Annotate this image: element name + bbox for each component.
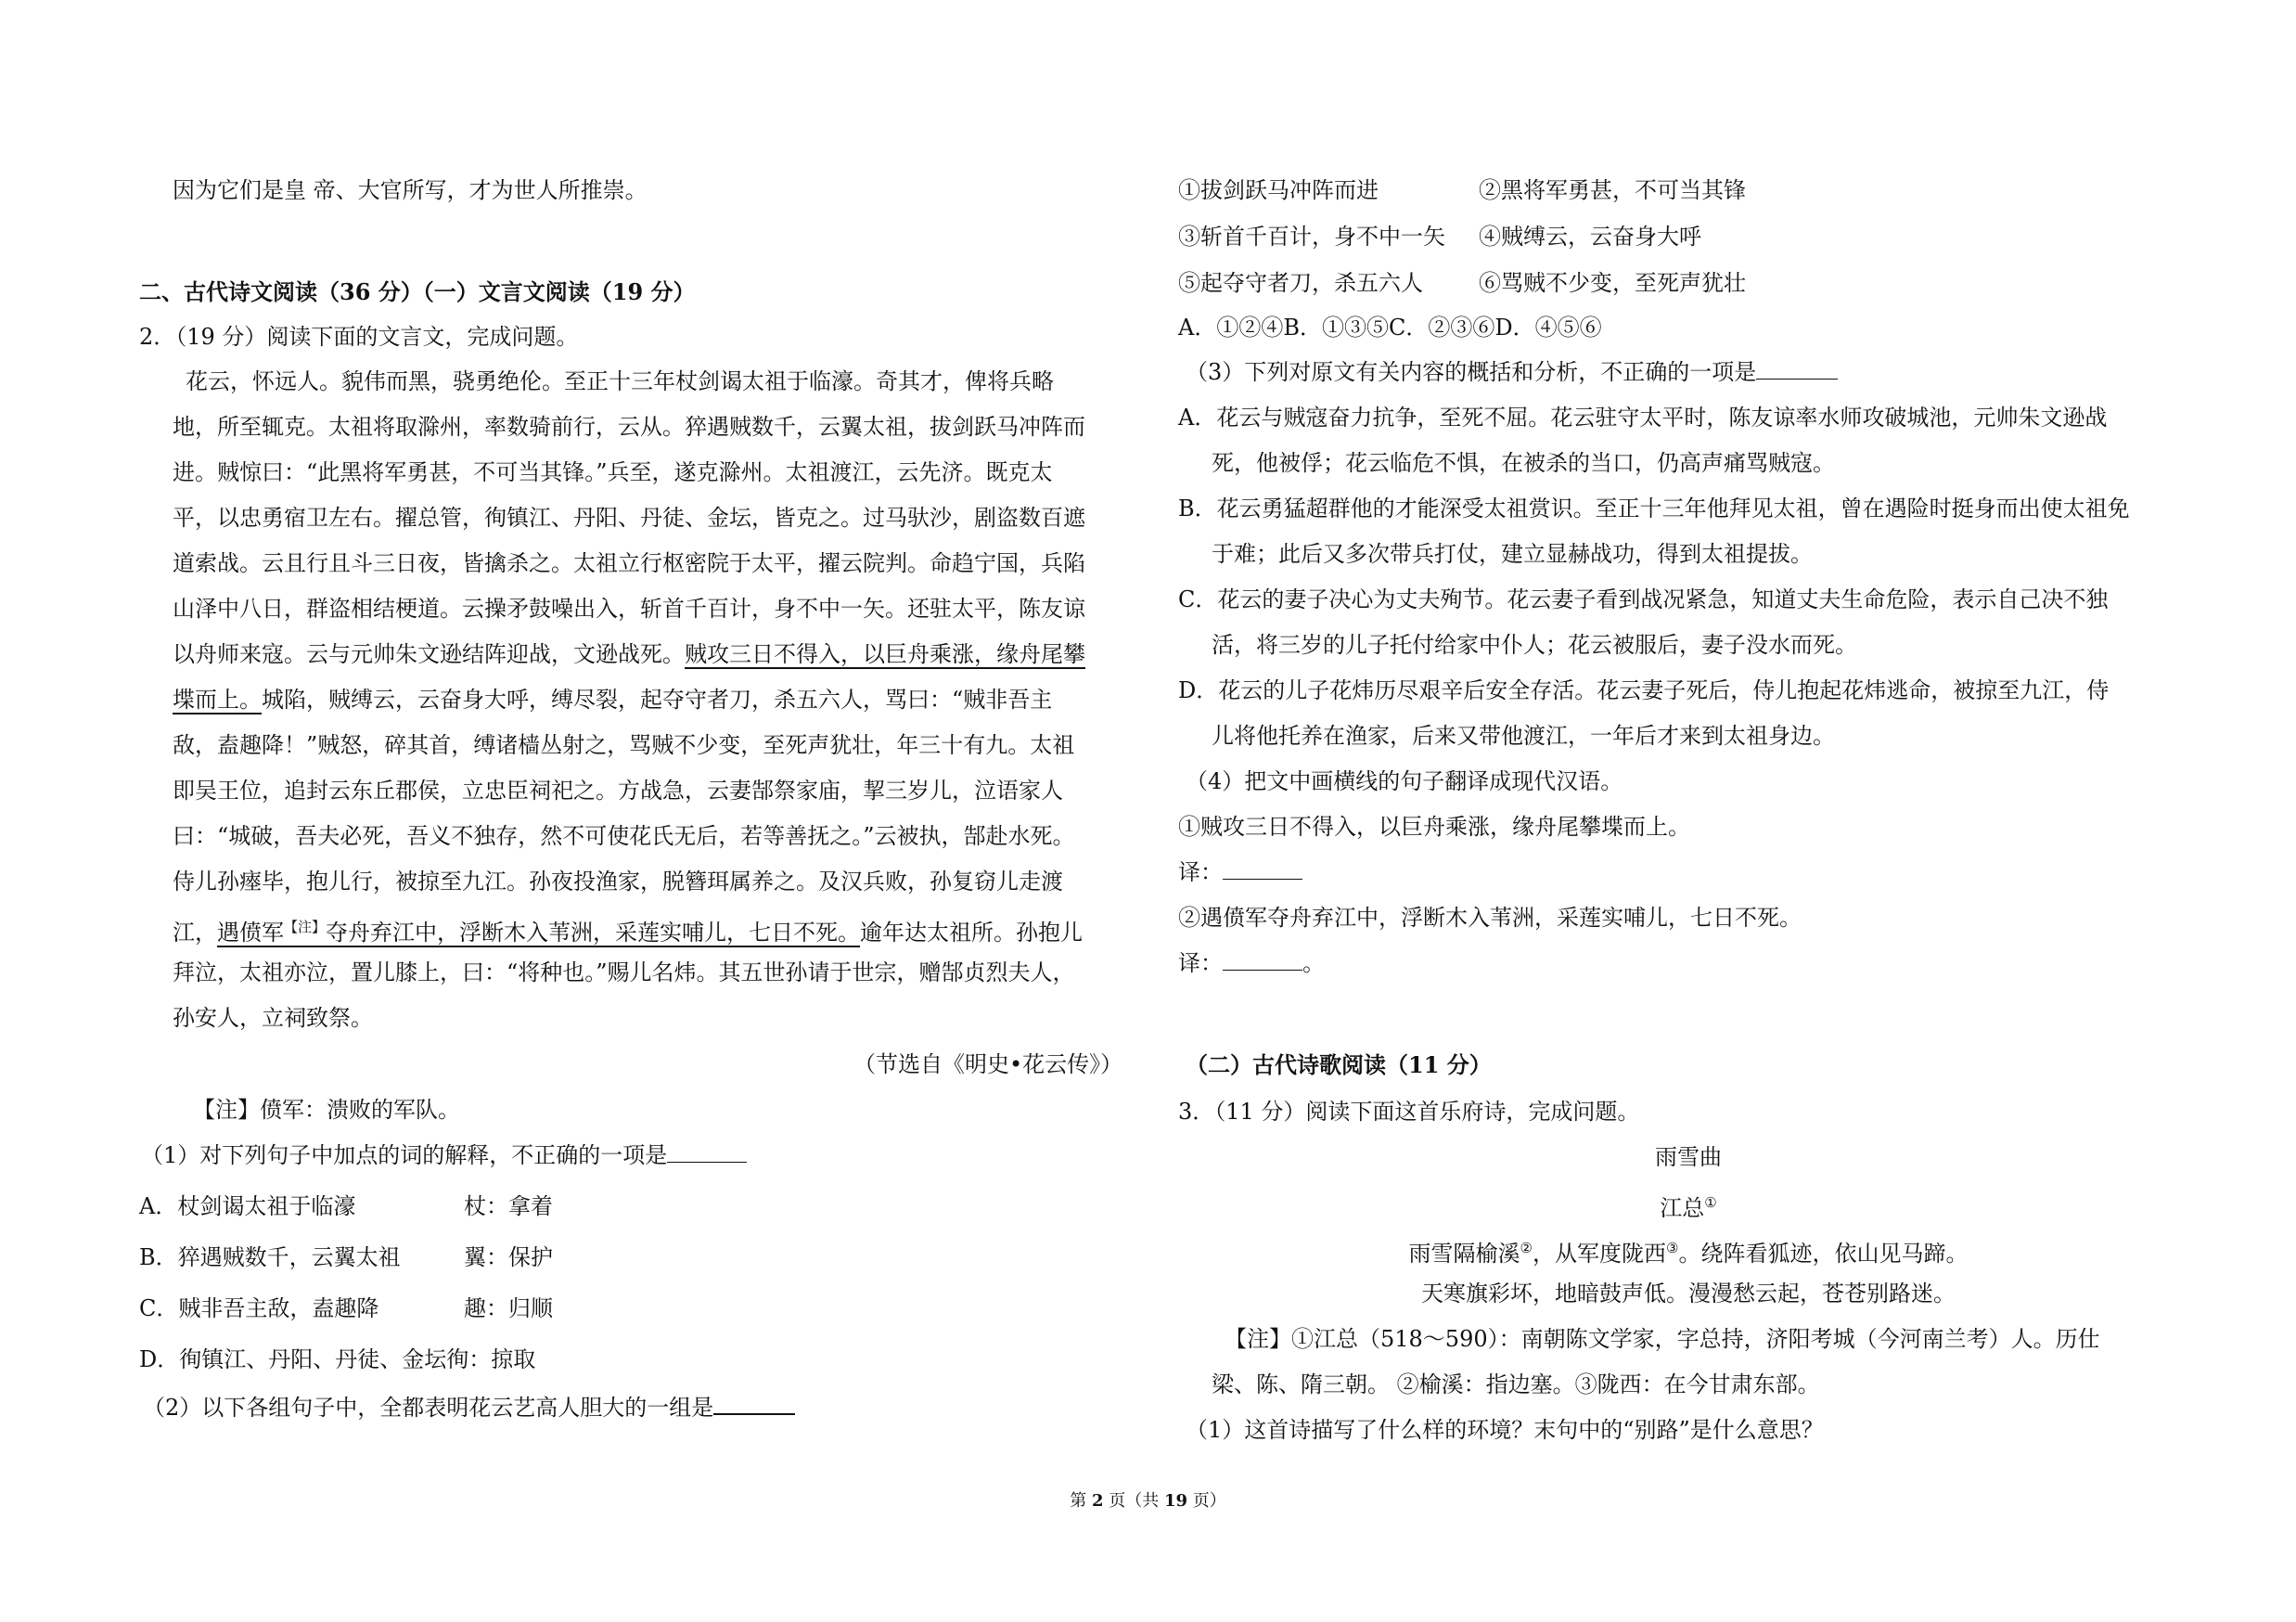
page-total: 19 [1163, 1491, 1188, 1511]
poem-title-text: 雨雪曲 [1655, 1144, 1722, 1170]
note-marker: ② [1520, 1240, 1533, 1256]
passage-line: 进。贼惊曰：“此黑将军勇甚，不可当其锋。”兵至，遂克滁州。太祖渡江，云先济。既克太 [173, 459, 1053, 485]
section-2-title: 二、古代诗文阅读（36 分）（一）文言文阅读（19 分） [139, 278, 696, 305]
q2-sub2-text: （2）以下各组句子中，全都表明花云艺高人胆大的一组是 [143, 1395, 714, 1421]
translate-sentence-2: ②遇偾军夺舟弃江中，浮断木入苇洲，采莲实哺儿，七日不死。 [1178, 905, 1802, 931]
passage-source: （节选自《明史•花云传》） [853, 1051, 1123, 1077]
note-marker: ③ [1666, 1240, 1679, 1256]
q2-sub4-stem: （4）把文中画横线的句子翻译成现代汉语。 [1186, 768, 1623, 794]
option-expl: 杖：拿着 [464, 1193, 553, 1219]
page-footer [0, 1487, 2296, 1515]
answer-blank[interactable] [1756, 356, 1838, 380]
answer-blank[interactable] [1223, 856, 1302, 880]
option-row [139, 1290, 553, 1327]
group-item: ④贼缚云，云奋身大呼 [1479, 224, 1701, 250]
answer-blank[interactable] [713, 1391, 795, 1415]
passage-line: 拜泣，太祖亦泣，置儿膝上，曰：“将种也。”赐儿名炜。其五世孙请于世宗，赠郜贞烈夫人， [173, 959, 1075, 985]
q2-sub1-stem [141, 1137, 747, 1174]
option-label: D．徇镇江、丹阳、丹徒、金坛 [139, 1346, 447, 1372]
option-label: A．杖剑谒太祖于临濠 [139, 1193, 356, 1219]
poem-text: 天寒旗彩坏，地暗鼓声低。漫漫愁云起，苍苍别路迷。 [1421, 1281, 1956, 1307]
passage-line: 曰：“城破，吾夫必死，吾义不独存，然不可使花氏无后，若等善抚之。”云被执，郜赴水死。 [173, 823, 1075, 849]
passage-line [173, 681, 1052, 718]
passage-note: 【注】偾军：溃败的军队。 [193, 1097, 460, 1123]
option-line: 儿将他托养在渔家，后来又带他渡江，一年后才来到太祖身边。 [1212, 723, 1835, 749]
option-line: A．花云与贼寇奋力抗争，至死不屈。花云驻守太平时，陈友谅率水师攻破城池，元帅朱文逊战 [1178, 405, 2108, 431]
option-row [139, 1239, 553, 1276]
group-item: ②黑将军勇甚，不可当其锋 [1479, 177, 1746, 203]
q2-sub2-options: A．①②④B．①③⑤C．②③⑥D．④⑤⑥ [1178, 315, 1602, 341]
passage-line: 敌，盍趣降！”贼怒，碎其首，缚诸樯丛射之，骂贼不少变，至死声犹壮，年三十有九。太祖 [173, 732, 1075, 758]
underlined-sentence-2-rest: 夺舟弃江中，浮断木入苇洲，采莲实哺儿，七日不死。 [326, 920, 861, 946]
passage-line: 孙安人，立祠致祭。 [173, 1005, 373, 1031]
note-marker: ① [1704, 1194, 1717, 1211]
translate-sentence-1: ①贼攻三日不得入，以巨舟乘涨，缘舟尾攀堞而上。 [1178, 814, 1690, 840]
translate-label: 译： [1178, 859, 1223, 885]
poem-author-text: 江总 [1660, 1195, 1705, 1221]
passage-line [173, 636, 1085, 673]
translate-tail: 。 [1302, 950, 1325, 976]
poem-line [1178, 1275, 2180, 1312]
q2-sub3-text: （3）下列对原文有关内容的概括和分析，不正确的一项是 [1186, 359, 1757, 385]
poem-title [1178, 1139, 2180, 1176]
q2-sub2-stem [143, 1389, 795, 1426]
question-2-stem: 2．（19 分）阅读下面的文言文，完成问题。 [139, 324, 579, 350]
underlined-sentence-2-start: 遇偾军 [217, 920, 284, 946]
answer-blank[interactable] [667, 1139, 747, 1163]
group-item: ⑥骂贼不少变，至死声犹壮 [1479, 270, 1746, 296]
underlined-sentence-1: 贼攻三日不得入，以巨舟乘涨，缘舟尾攀 [685, 641, 1085, 667]
poem-text: ，从军度陇西 [1533, 1241, 1666, 1267]
poem-author [1178, 1184, 2180, 1221]
passage-line: 道索战。云且行且斗三日夜，皆擒杀之。太祖立行枢密院于太平，擢云院判。命趋宁国，兵陷 [173, 550, 1085, 576]
poem-question-1: （1）这首诗描写了什么样的环境？末句中的“别路”是什么意思？ [1186, 1417, 1824, 1443]
passage-line: 侍儿孙瘞毕，抱儿行，被掠至九江。孙夜投渔家，脱簪珥属养之。及汉兵败，孙复窃儿走渡 [173, 869, 1063, 895]
option-label: C．贼非吾主敌，盍趣降 [139, 1295, 379, 1321]
poem-line [1178, 1229, 2180, 1267]
underlined-sentence-1-end: 堞而上。 [173, 687, 262, 713]
option-label: B．猝遇贼数千，云翼太祖 [139, 1244, 401, 1270]
passage-line: 即吴王位，追封云东丘郡侯，立忠臣祠祀之。方战急，云妻郜祭家庙，挈三岁儿，泣语家人 [173, 778, 1063, 804]
intro-tail: 因为它们是皇 帝、大官所写，才为世人所推崇。 [173, 177, 648, 203]
translate-answer-1 [1178, 854, 1302, 891]
passage-line: 花云，怀远人。貌伟而黑，骁勇绝伦。至正十三年杖剑谒太祖于临濠。奇其才，俾将兵略 [186, 368, 1054, 394]
group-row [1178, 264, 1746, 302]
underlined-sentence-2 [217, 920, 860, 946]
option-row [139, 1341, 535, 1378]
poem-note: 【注】①江总（518～590）：南朝陈文学家，字总持，济阳考城（今河南兰考）人。历仕 [1225, 1326, 2100, 1352]
passage-line [173, 908, 1083, 946]
passage-text: 逾年达太祖所。孙抱儿 [860, 920, 1084, 946]
option-expl: 徇：掠取 [446, 1346, 536, 1372]
option-line: C．花云的妻子决心为丈夫殉节。花云妻子看到战况紧急，知道丈夫生命危险，表示自己决不独 [1178, 586, 2109, 612]
option-expl: 趣：归顺 [464, 1295, 553, 1321]
poem-text: 。绕阵看狐迹，依山见马蹄。 [1678, 1241, 1969, 1267]
option-line: 活，将三岁的儿子托付给家中仆人；花云被服后，妻子没水而死。 [1212, 632, 1857, 658]
answer-blank[interactable] [1223, 947, 1302, 971]
passage-text: 城陷，贼缚云，云奋身大呼，缚尽裂，起夺守者刀，杀五六人，骂曰：“贼非吾主 [262, 687, 1053, 713]
option-line: 于难；此后又多次带兵打仗，建立显赫战功，得到太祖提拔。 [1212, 541, 1813, 567]
option-line: D．花云的儿子花炜历尽艰辛后安全存活。花云妻子死后，侍儿抱起花炜逃命，被掠至九江，侍 [1178, 677, 2110, 703]
option-line: 死，他被俘；花云临危不惧，在被杀的当口，仍高声痛骂贼寇。 [1212, 450, 1835, 476]
note-marker: 【注】 [284, 919, 327, 935]
group-row [1178, 172, 1746, 209]
page-number: 2 [1091, 1491, 1104, 1511]
group-row [1178, 218, 1701, 255]
group-item: ⑤起夺守者刀，杀五六人 [1178, 270, 1423, 296]
q2-sub1-text: （1）对下列句子中加点的词的解释，不正确的一项是 [141, 1142, 668, 1168]
poem-section-title: （二）古代诗歌阅读（11 分） [1186, 1051, 1492, 1078]
translate-answer-2 [1178, 945, 1325, 982]
footer-text: 第 [1070, 1491, 1092, 1511]
passage-line: 平，以忠勇宿卫左右。擢总管，徇镇江、丹阳、丹徒、金坛，皆克之。过马驮沙，剧盗数百遮 [173, 505, 1085, 531]
group-item: ①拔剑跃马冲阵而进 [1178, 177, 1379, 203]
q2-sub3-stem [1186, 354, 1838, 391]
group-item: ③斩首千百计，身不中一矢 [1178, 224, 1445, 250]
passage-line: 地，所至辄克。太祖将取滁州，率数骑前行，云从。猝遇贼数千，云翼太祖，拔剑跃马冲阵而 [173, 414, 1085, 440]
question-3-stem: 3．（11 分）阅读下面这首乐府诗，完成问题。 [1178, 1099, 1640, 1125]
poem-text: 雨雪隔榆溪 [1408, 1241, 1520, 1267]
option-row [139, 1188, 553, 1225]
footer-text: 页（共 [1103, 1491, 1164, 1511]
option-expl: 翼：保护 [464, 1244, 553, 1270]
passage-text: 以舟师来寇。云与元帅朱文逊结阵迎战，文逊战死。 [173, 641, 685, 667]
option-line: B．花云勇猛超群他的才能深受太祖赏识。至正十三年他拜见太祖，曾在遇险时挺身而出使太祖免 [1178, 496, 2130, 521]
passage-line: 山泽中八日，群盗相结梗道。云操矛鼓噪出入，斩首千百计，身不中一矢。还驻太平，陈友谅 [173, 596, 1085, 622]
translate-label: 译： [1178, 950, 1223, 976]
poem-note: 梁、陈、隋三朝。 ②榆溪：指边塞。③陇西：在今甘肃东部。 [1212, 1371, 1820, 1397]
passage-text: 江， [173, 920, 217, 946]
footer-text: 页） [1187, 1491, 1226, 1511]
